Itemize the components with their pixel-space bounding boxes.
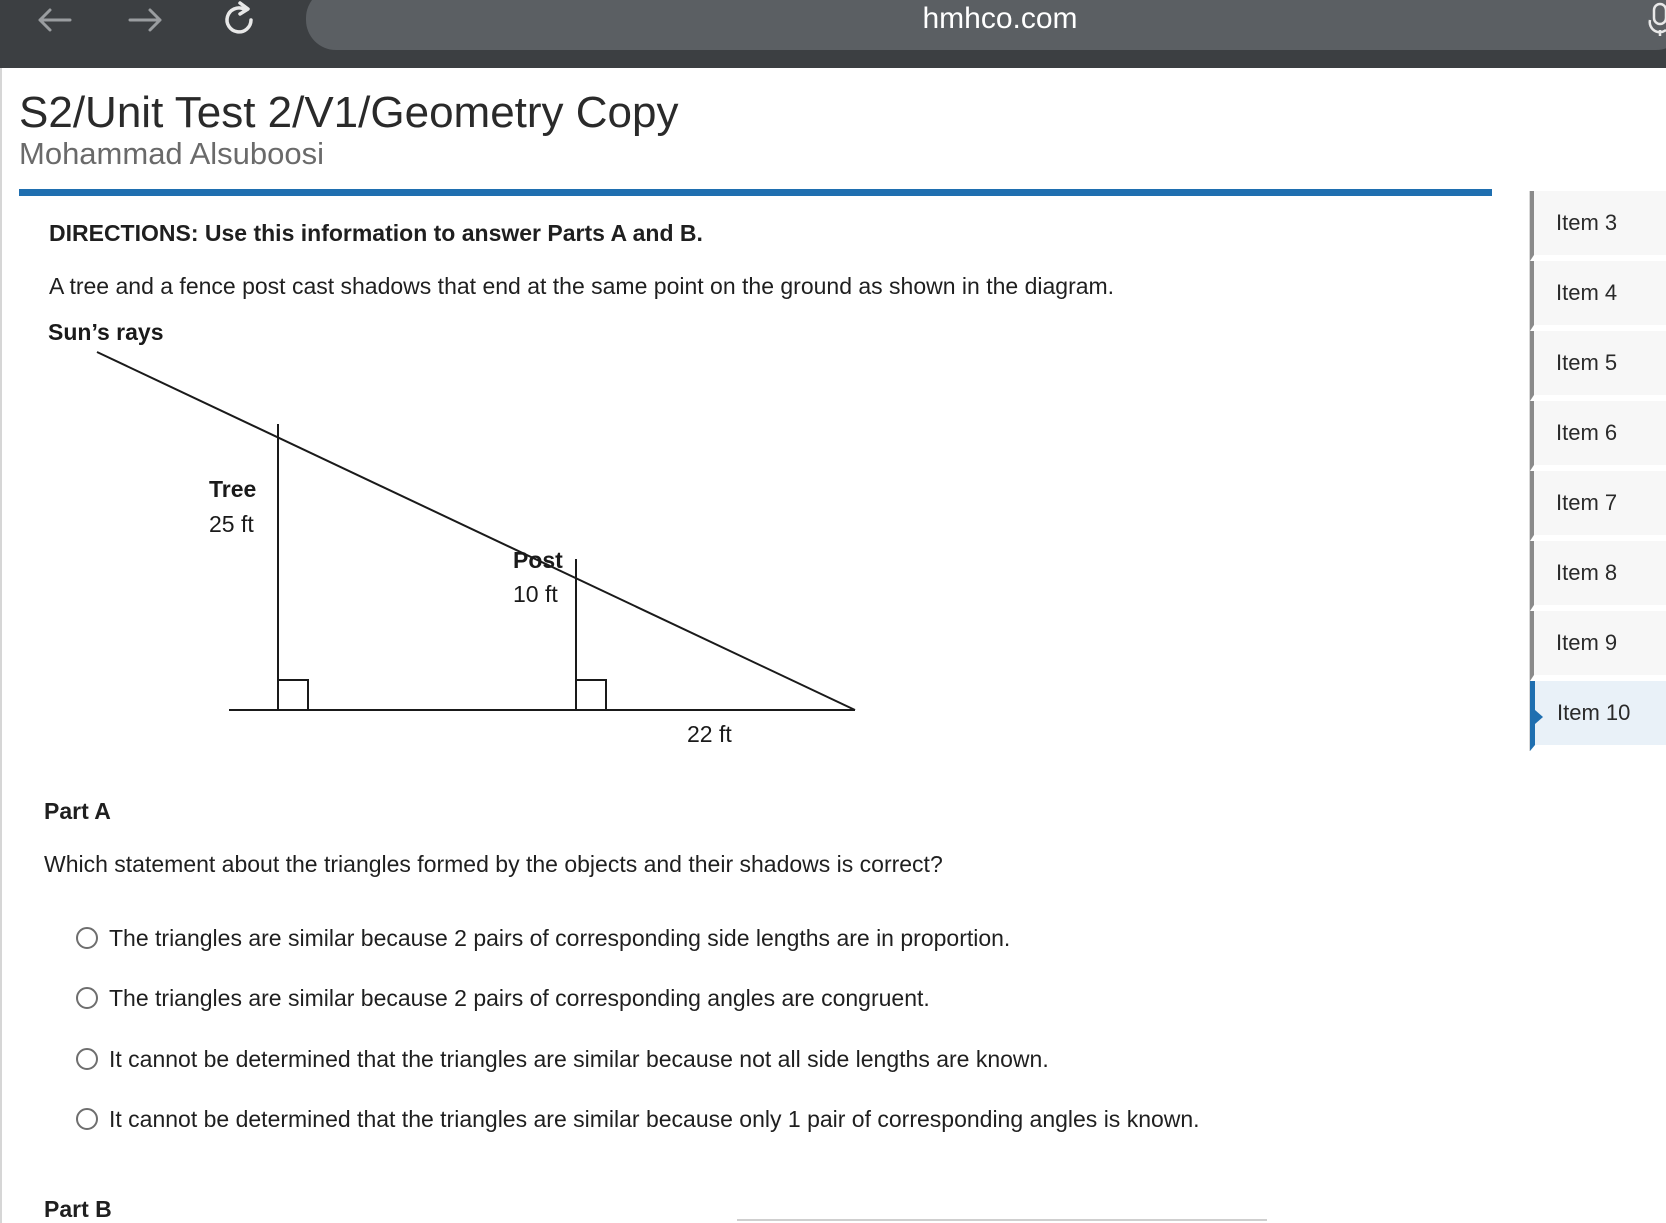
answer-choice-4[interactable] <box>76 1104 1200 1134</box>
choice-text: The triangles are similar because 2 pairs of corresponding side lengths are in proportion. <box>109 924 1011 951</box>
choice-text: The triangles are similar because 2 pairs of corresponding angles are congruent. <box>109 984 930 1011</box>
item-nav-9[interactable] <box>1530 611 1666 681</box>
forward-button[interactable] <box>118 0 174 40</box>
choice-text: It cannot be determined that the triangles are similar because not all side lengths are known. <box>109 1045 1049 1072</box>
shadow-length-label: 22 ft <box>687 721 732 747</box>
item-label: Item 5 <box>1556 350 1618 375</box>
item-nav-7[interactable] <box>1530 471 1666 541</box>
reload-icon <box>220 0 260 40</box>
radio-button[interactable] <box>76 927 98 949</box>
item-nav-8[interactable] <box>1530 541 1666 611</box>
item-nav-5[interactable] <box>1530 331 1666 401</box>
url-text[interactable]: hmhco.com <box>922 2 1078 35</box>
part-a-label: Part A <box>44 798 111 824</box>
tree-label: Tree <box>209 476 257 502</box>
item-label: Item 7 <box>1556 490 1618 515</box>
tree-height-label: 25 ft <box>209 511 254 537</box>
caret-right-icon <box>1535 710 1543 724</box>
answer-choice-1[interactable] <box>76 923 1010 953</box>
sun-rays-label: Sun’s rays <box>48 319 164 345</box>
answer-choice-2[interactable] <box>76 983 930 1013</box>
part-b-label: Part B <box>44 1196 112 1222</box>
browser-toolbar <box>0 0 1666 68</box>
item-label: Item 8 <box>1556 560 1618 585</box>
item-label: Item 4 <box>1556 280 1618 305</box>
post-height-label: 10 ft <box>513 581 558 607</box>
student-name: Mohammad Alsuboosi <box>19 136 324 171</box>
answer-choice-3[interactable] <box>76 1044 1049 1074</box>
part-a-question: Which statement about the triangles formed by the objects and their shadows is correct? <box>44 851 943 877</box>
title-divider <box>19 189 1492 196</box>
intro-text: A tree and a fence post cast shadows that end at the same point on the ground as shown in the diagram. <box>49 273 1115 299</box>
item-label: Item 6 <box>1556 420 1618 445</box>
microphone-icon[interactable] <box>1648 2 1666 38</box>
reload-button[interactable] <box>212 0 268 40</box>
page-title: S2/Unit Test 2/V1/Geometry Copy <box>19 88 679 137</box>
shadow-diagram <box>42 318 862 778</box>
arrow-right-icon <box>126 5 166 35</box>
item-label: Item 10 <box>1557 700 1631 725</box>
item-label: Item 3 <box>1556 210 1618 235</box>
item-navigator <box>1529 191 1666 751</box>
radio-button[interactable] <box>76 1108 98 1130</box>
part-b-divider <box>737 1219 1267 1221</box>
directions-text: DIRECTIONS: Use this information to answer Parts A and B. <box>49 220 703 246</box>
radio-button[interactable] <box>76 1048 98 1070</box>
item-nav-6[interactable] <box>1530 401 1666 471</box>
test-page <box>0 68 1666 1223</box>
back-button[interactable] <box>26 0 82 40</box>
item-nav-3[interactable] <box>1530 191 1666 261</box>
post-label: Post <box>513 547 563 573</box>
choice-text: It cannot be determined that the triangles are similar because only 1 pair of corresponding angles is known. <box>109 1105 1200 1132</box>
item-label: Item 9 <box>1556 630 1618 655</box>
post-right-angle <box>576 680 606 710</box>
item-nav-10[interactable] <box>1530 681 1666 751</box>
item-nav-4[interactable] <box>1530 261 1666 331</box>
radio-button[interactable] <box>76 987 98 1009</box>
tree-right-angle <box>278 680 308 710</box>
arrow-left-icon <box>34 5 74 35</box>
